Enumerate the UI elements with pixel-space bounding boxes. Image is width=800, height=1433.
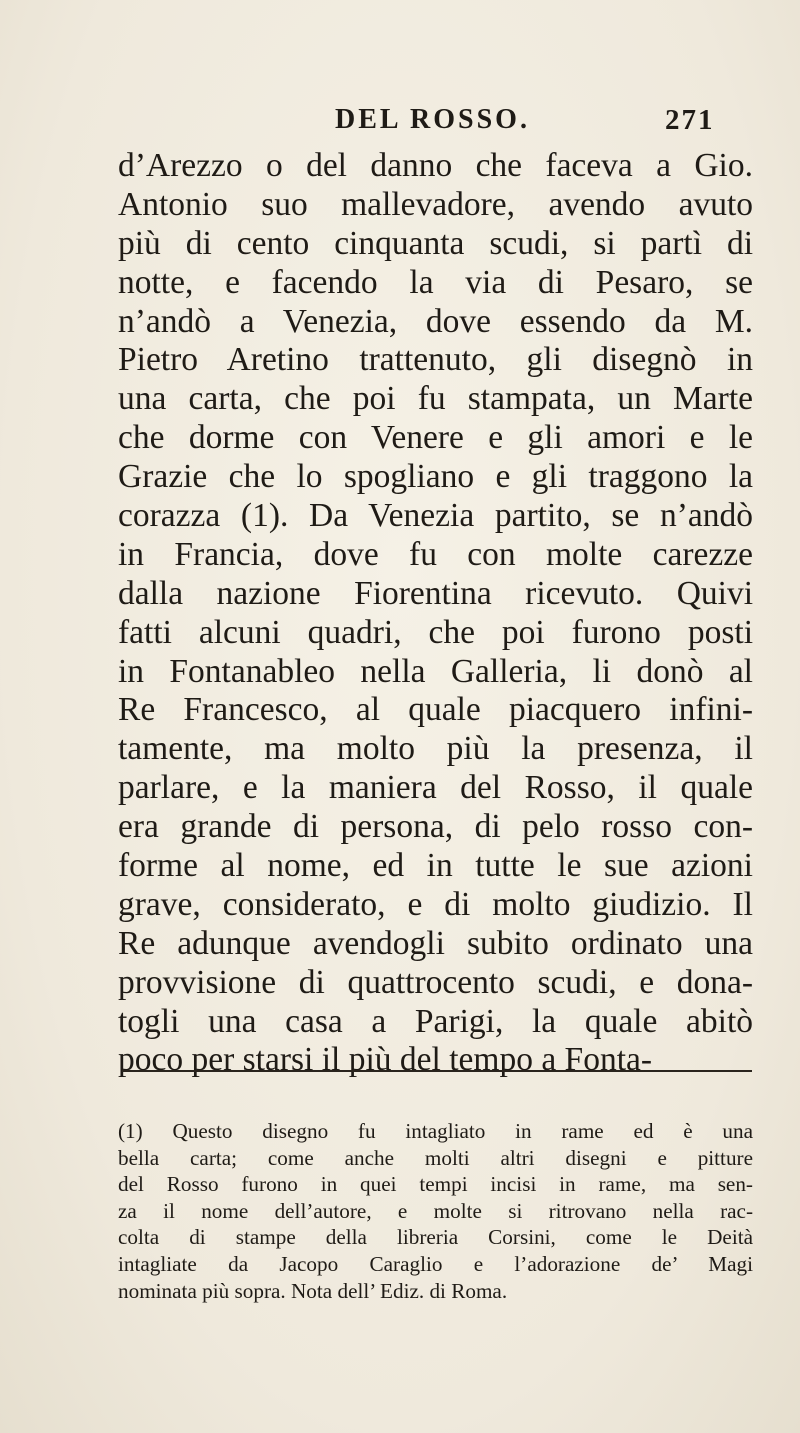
- text-line: provvisione di quattrocento scudi, e dona-: [118, 963, 753, 1001]
- footnote: [118, 1118, 753, 1304]
- text-line: Grazie che lo spogliano e gli traggono la: [118, 458, 753, 496]
- page-number: 271: [665, 104, 715, 136]
- text-line: Re adunque avendogli subito ordinato una: [118, 924, 753, 962]
- text-line: era grande di persona, di pelo rosso con-: [118, 808, 753, 846]
- text-line: dalla nazione Fiorentina ricevuto. Quivi: [118, 574, 753, 612]
- text-line: in Francia, dove fu con molte carezze: [118, 535, 753, 573]
- main-text: [118, 147, 753, 1080]
- text-line: corazza (1). Da Venezia partito, se n’andò: [118, 497, 753, 535]
- running-title: DEL ROSSO.: [335, 104, 530, 135]
- text-line: Re Francesco, al quale piacquero infini-: [118, 691, 753, 729]
- text-line: Pietro Aretino trattenuto, gli disegnò in: [118, 341, 753, 379]
- footnote-line: nominata più sopra. Nota dell’ Ediz. di Roma.: [118, 1278, 508, 1303]
- page-header: [0, 104, 800, 144]
- footnote-divider: [122, 1070, 752, 1072]
- text-line: n’andò a Venezia, dove essendo da M.: [118, 302, 753, 340]
- footnote-line: intagliate da Jacopo Caraglio e l’adorazione de’ Magi: [118, 1251, 753, 1276]
- text-line: una carta, che poi fu stampata, un Marte: [118, 380, 753, 418]
- footnote-line: (1) Questo disegno fu intagliato in rame ed è una: [118, 1119, 753, 1143]
- text-line: fatti alcuni quadri, che poi furono posti: [118, 613, 753, 651]
- text-line: più di cento cinquanta scudi, si partì di: [118, 224, 753, 262]
- text-line: parlare, e la maniera del Rosso, il quale: [118, 769, 753, 807]
- text-line: grave, considerato, e di molto giudizio. Il: [118, 885, 753, 923]
- text-line: tamente, ma molto più la presenza, il: [118, 730, 753, 768]
- text-line: Antonio suo mallevadore, avendo avuto: [118, 185, 753, 223]
- text-line: in Fontanableo nella Galleria, li donò al: [118, 652, 753, 690]
- text-line: forme al nome, ed in tutte le sue azioni: [118, 847, 753, 885]
- footnote-line: za il nome dell’autore, e molte si ritrovano nella rac-: [118, 1198, 753, 1223]
- text-line: notte, e facendo la via di Pesaro, se: [118, 263, 753, 301]
- footnote-line: del Rosso furono in quei tempi incisi in rame, ma sen-: [118, 1172, 753, 1197]
- text-line: togli una casa a Parigi, la quale abitò: [118, 1002, 753, 1040]
- footnote-line: colta di stampe della libreria Corsini, come le Deità: [118, 1225, 753, 1250]
- text-line: d’Arezzo o del danno che faceva a Gio.: [118, 147, 753, 184]
- text-line: che dorme con Venere e gli amori e le: [118, 419, 753, 457]
- text-line: poco per starsi il più del tempo a Fonta-: [118, 1041, 653, 1079]
- footnote-line: bella carta; come anche molti altri disegni e pitture: [118, 1145, 753, 1170]
